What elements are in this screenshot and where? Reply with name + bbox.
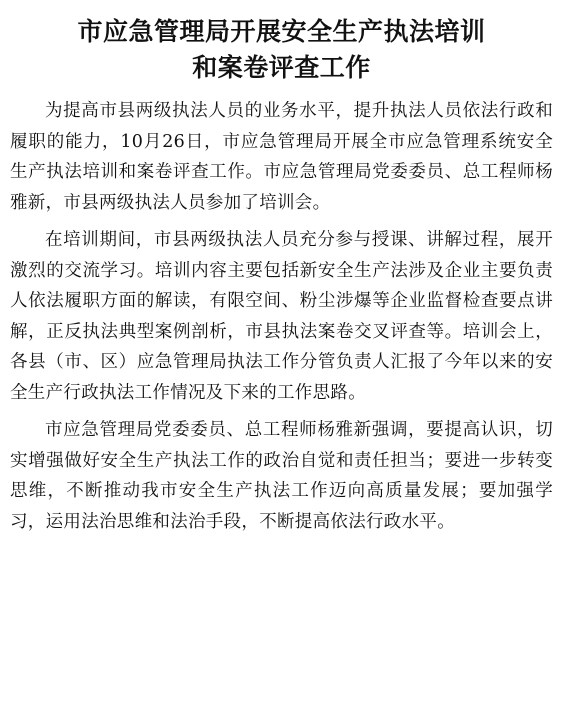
article-body xyxy=(10,96,553,537)
article-title-line-2: 和案卷评查工作 xyxy=(192,53,371,82)
article-paragraph-3: 市应急管理局党委委员、总工程师杨雅新强调，要提高认识，切实增强做好安全生产执法工作的政治自觉和责任担当；要进一步转变思维，不断推动我市安全生产执法工作迈向高质量发展；要加强学习，运用法治思维和法治手段，不断提高依法行政水平。 xyxy=(10,420,553,532)
article-paragraph-2: 在培训期间，市县两级执法人员充分参与授课、讲解过程，展开激烈的交流学习。培训内容主要包括新安全生产法涉及企业主要负责人依法履职方面的解读，有限空间、粉尘涉爆等企业监督检查要点讲解，正反执法典型案例剖析，市县执法案卷交叉评查等。培训会上，各县（市、区）应急管理局执法工作分管负责人汇报了今年以来的安全生产行政执法工作情况及下来的工作思路。 xyxy=(10,230,553,403)
article-title xyxy=(10,14,553,86)
article-title-line-1: 市应急管理局开展安全生产执法培训 xyxy=(77,17,486,46)
article-paragraph-1: 为提高市县两级执法人员的业务水平，提升执法人员依法行政和履职的能力，10月26日，市应急管理局开展全市应急管理系统安全生产执法培训和案卷评查工作。市应急管理局党委委员、总工程师杨雅新，市县两级执法人员参加了培训会。 xyxy=(10,101,553,213)
